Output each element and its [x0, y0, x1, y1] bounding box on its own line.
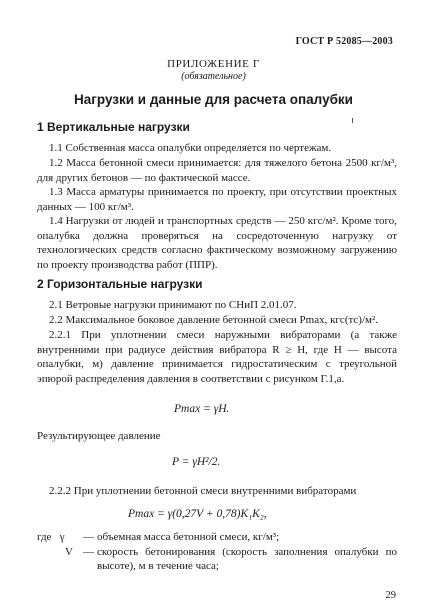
legend-item: где γ — объемная масса бетонной смеси, кг/м³;: [37, 530, 397, 545]
appendix-title: ПРИЛОЖЕНИЕ Г: [167, 58, 260, 70]
section1-p3: 1.3 Масса арматуры принимается по проекту, при отсутствии проектных данных — 100 кг/м³.: [37, 186, 397, 213]
formula-pmax-hydrostatic: Pmax = γH.: [174, 403, 230, 415]
section2-p1: 2.1 Ветровые нагрузки принимают по СНиП 2.01.07.: [49, 299, 297, 311]
section2-p3: 2.2.1 При уплотнении смеси наружными вибраторами (а также внутренними при радиусе действия вибратора R ≥ H, где H — высота опалубки, м) давление принимается гидростатическим с треугольной эпюрой распределения давления в соответствии с рисунком Г.1,а.: [37, 329, 397, 385]
main-title: Нагрузки и данные для расчета опалубки: [74, 92, 353, 107]
formula-pmax-internal: Pmax = γ(0,27V + 0,78)K₁K₂,: [128, 508, 267, 520]
section1-p4: 1.4 Нагрузки от людей и транспортных средств — 250 кгс/м². Кроме того, опалубка должна проверяться на сосредоточенную нагрузку от технологических средств согласно фактическому возможному загружению по проекту производства работ (ППР).: [37, 215, 397, 271]
legend-item: V — скорость бетонирования (скорость заполнения опалубки по высоте), м в течение часа;: [37, 545, 397, 574]
formula-resulting-pressure: P = γH²/2.: [172, 456, 221, 468]
page-number: 29: [385, 590, 396, 601]
legend-text: объемная масса бетонной смеси, кг/м³;: [97, 531, 280, 543]
legend-list: [37, 530, 397, 574]
section2-p4: 2.2.2 При уплотнении бетонной смеси внутренними вибраторами: [49, 485, 357, 497]
legend-symbol: где γ: [37, 531, 65, 543]
section1-title: 1 Вертикальные нагрузки: [37, 120, 190, 134]
standard-header: ГОСТ Р 52085—2003: [295, 36, 393, 47]
result-pressure-label: Результирующее давление: [37, 430, 161, 442]
appendix-subtitle: (обязательное): [181, 71, 246, 82]
section1-p2: 1.2 Масса бетонной смеси принимается: для тяжелого бетона 2500 кг/м³, для других бетонов — по фактической массе.: [37, 157, 397, 184]
section1-p1: 1.1 Собственная масса опалубки определяется по чертежам.: [49, 142, 332, 154]
legend-text: скорость бетонирования (скорость заполнения опалубки по высоте), м в течение часа;: [97, 545, 397, 573]
margin-mark: [352, 118, 353, 123]
section2-title: 2 Горизонтальные нагрузки: [37, 277, 203, 291]
section2-p2: 2.2 Максимальное боковое давление бетонной смеси Pmax, кгс(тс)/м².: [49, 314, 379, 326]
legend-symbol: V: [65, 545, 73, 558]
